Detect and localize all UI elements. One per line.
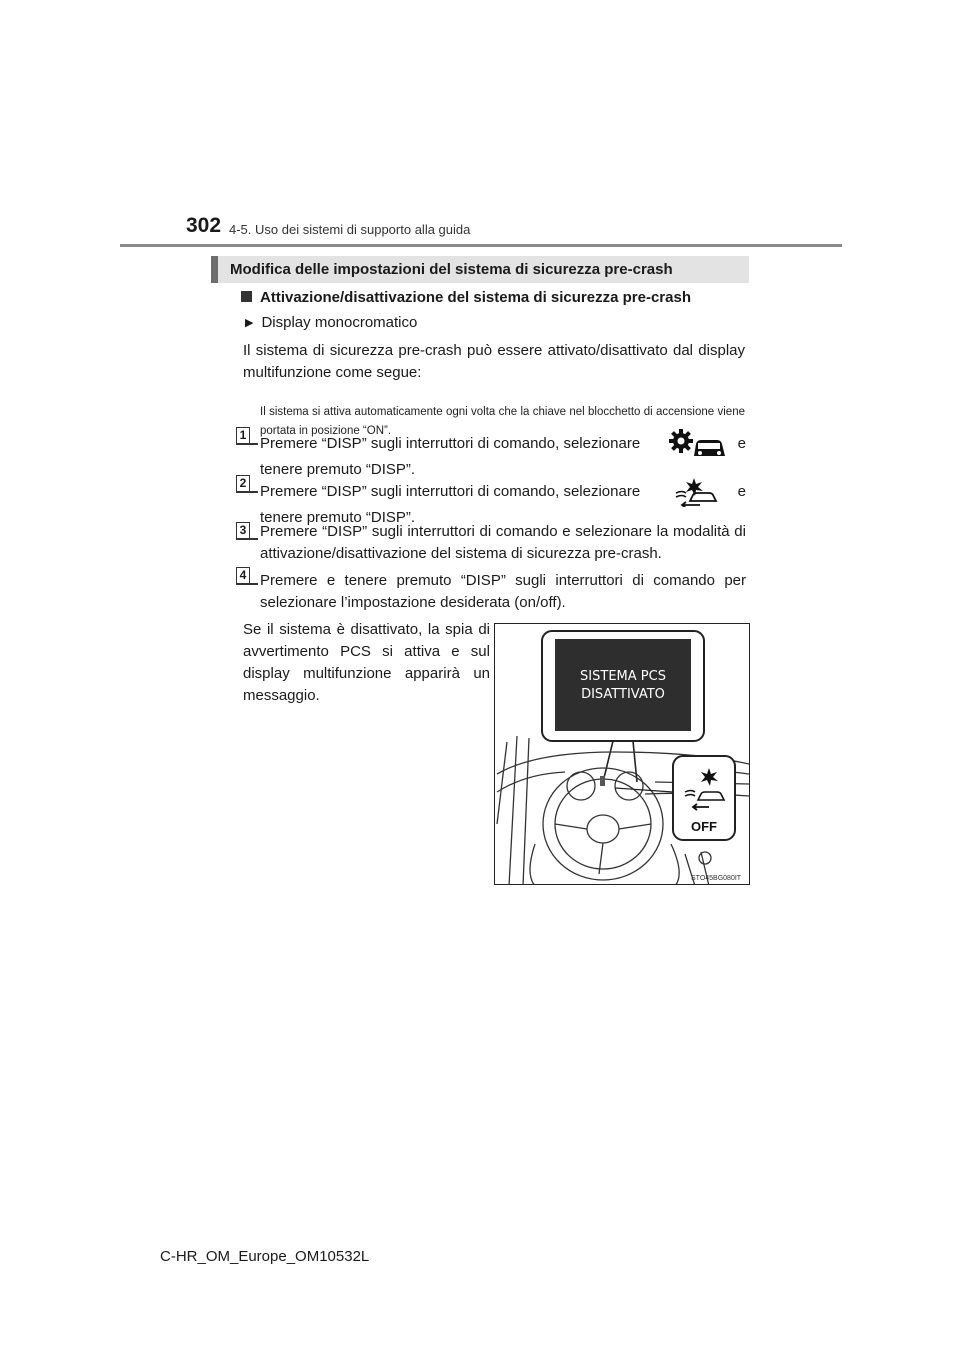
multi-display-screen [555, 639, 691, 731]
illustration-ref-code: STO45BG080IT [691, 875, 742, 882]
dashboard-illustration [494, 623, 750, 885]
step-1-number: 1 [236, 427, 250, 444]
step-1-line-1: Premere “DISP” sugli interruttori di comando, selezionare [260, 435, 641, 452]
screen-message-line-1: SISTEMA PCS [580, 669, 666, 684]
step-1-line-2: tenere premuto “DISP”. [260, 461, 416, 478]
step-4-number: 4 [236, 567, 250, 584]
square-bullet-icon [241, 291, 252, 302]
step-2-line-2: tenere premuto “DISP”. [260, 509, 416, 526]
subsection-title [241, 289, 691, 306]
pcs-icon [674, 477, 718, 507]
settings-vehicle-icon [668, 429, 730, 459]
header-rule [120, 244, 842, 247]
intro-paragraph: Il sistema di sicurezza pre-crash può essere attivato/disattivato dal display multifunzione come segue: [243, 342, 745, 381]
step-4-text: Premere e tenere premuto “DISP” sugli interruttori di comando per selezionare l’impostazione desiderata (on/off). [260, 572, 746, 611]
screen-message-line-2: DISATTIVATO [581, 687, 665, 702]
side-paragraph: Se il sistema è disattivato, la spia di avvertimento PCS si attiva e sul display multifunzione apparirà un messaggio. [243, 621, 490, 704]
note-paragraph: Il sistema si attiva automaticamente ogni volta che la chiave nel blocchetto di accensione viene portata in posizione “ON”. [260, 406, 745, 437]
indicator-off-label: OFF [691, 819, 717, 834]
page-number: 302 [186, 214, 222, 237]
step-1-and: e [737, 435, 746, 452]
step-3-number: 3 [236, 522, 250, 539]
step-1-text [260, 429, 746, 481]
chapter-title: 4-5. Uso dei sistemi di supporto alla guida [229, 222, 471, 237]
triangle-bullet-icon: ▶ [245, 317, 254, 329]
display-type [245, 314, 417, 331]
step-2-and: e [737, 483, 746, 500]
subsection-title-text: Attivazione/disattivazione del sistema di sicurezza pre-crash [260, 289, 691, 306]
step-3-text: Premere “DISP” sugli interruttori di comando e selezionare la modalità di attivazione/disattivazione del sistema di sicurezza pre-crash. [260, 523, 746, 562]
footer-code: C-HR_OM_Europe_OM10532L [160, 1248, 370, 1265]
section-title: Modifica delle impostazioni del sistema di sicurezza pre-crash [211, 256, 749, 283]
display-type-text: Display monocromatico [261, 314, 418, 331]
step-2-number: 2 [236, 475, 250, 492]
step-2-line-1: Premere “DISP” sugli interruttori di comando, selezionare [260, 483, 641, 500]
